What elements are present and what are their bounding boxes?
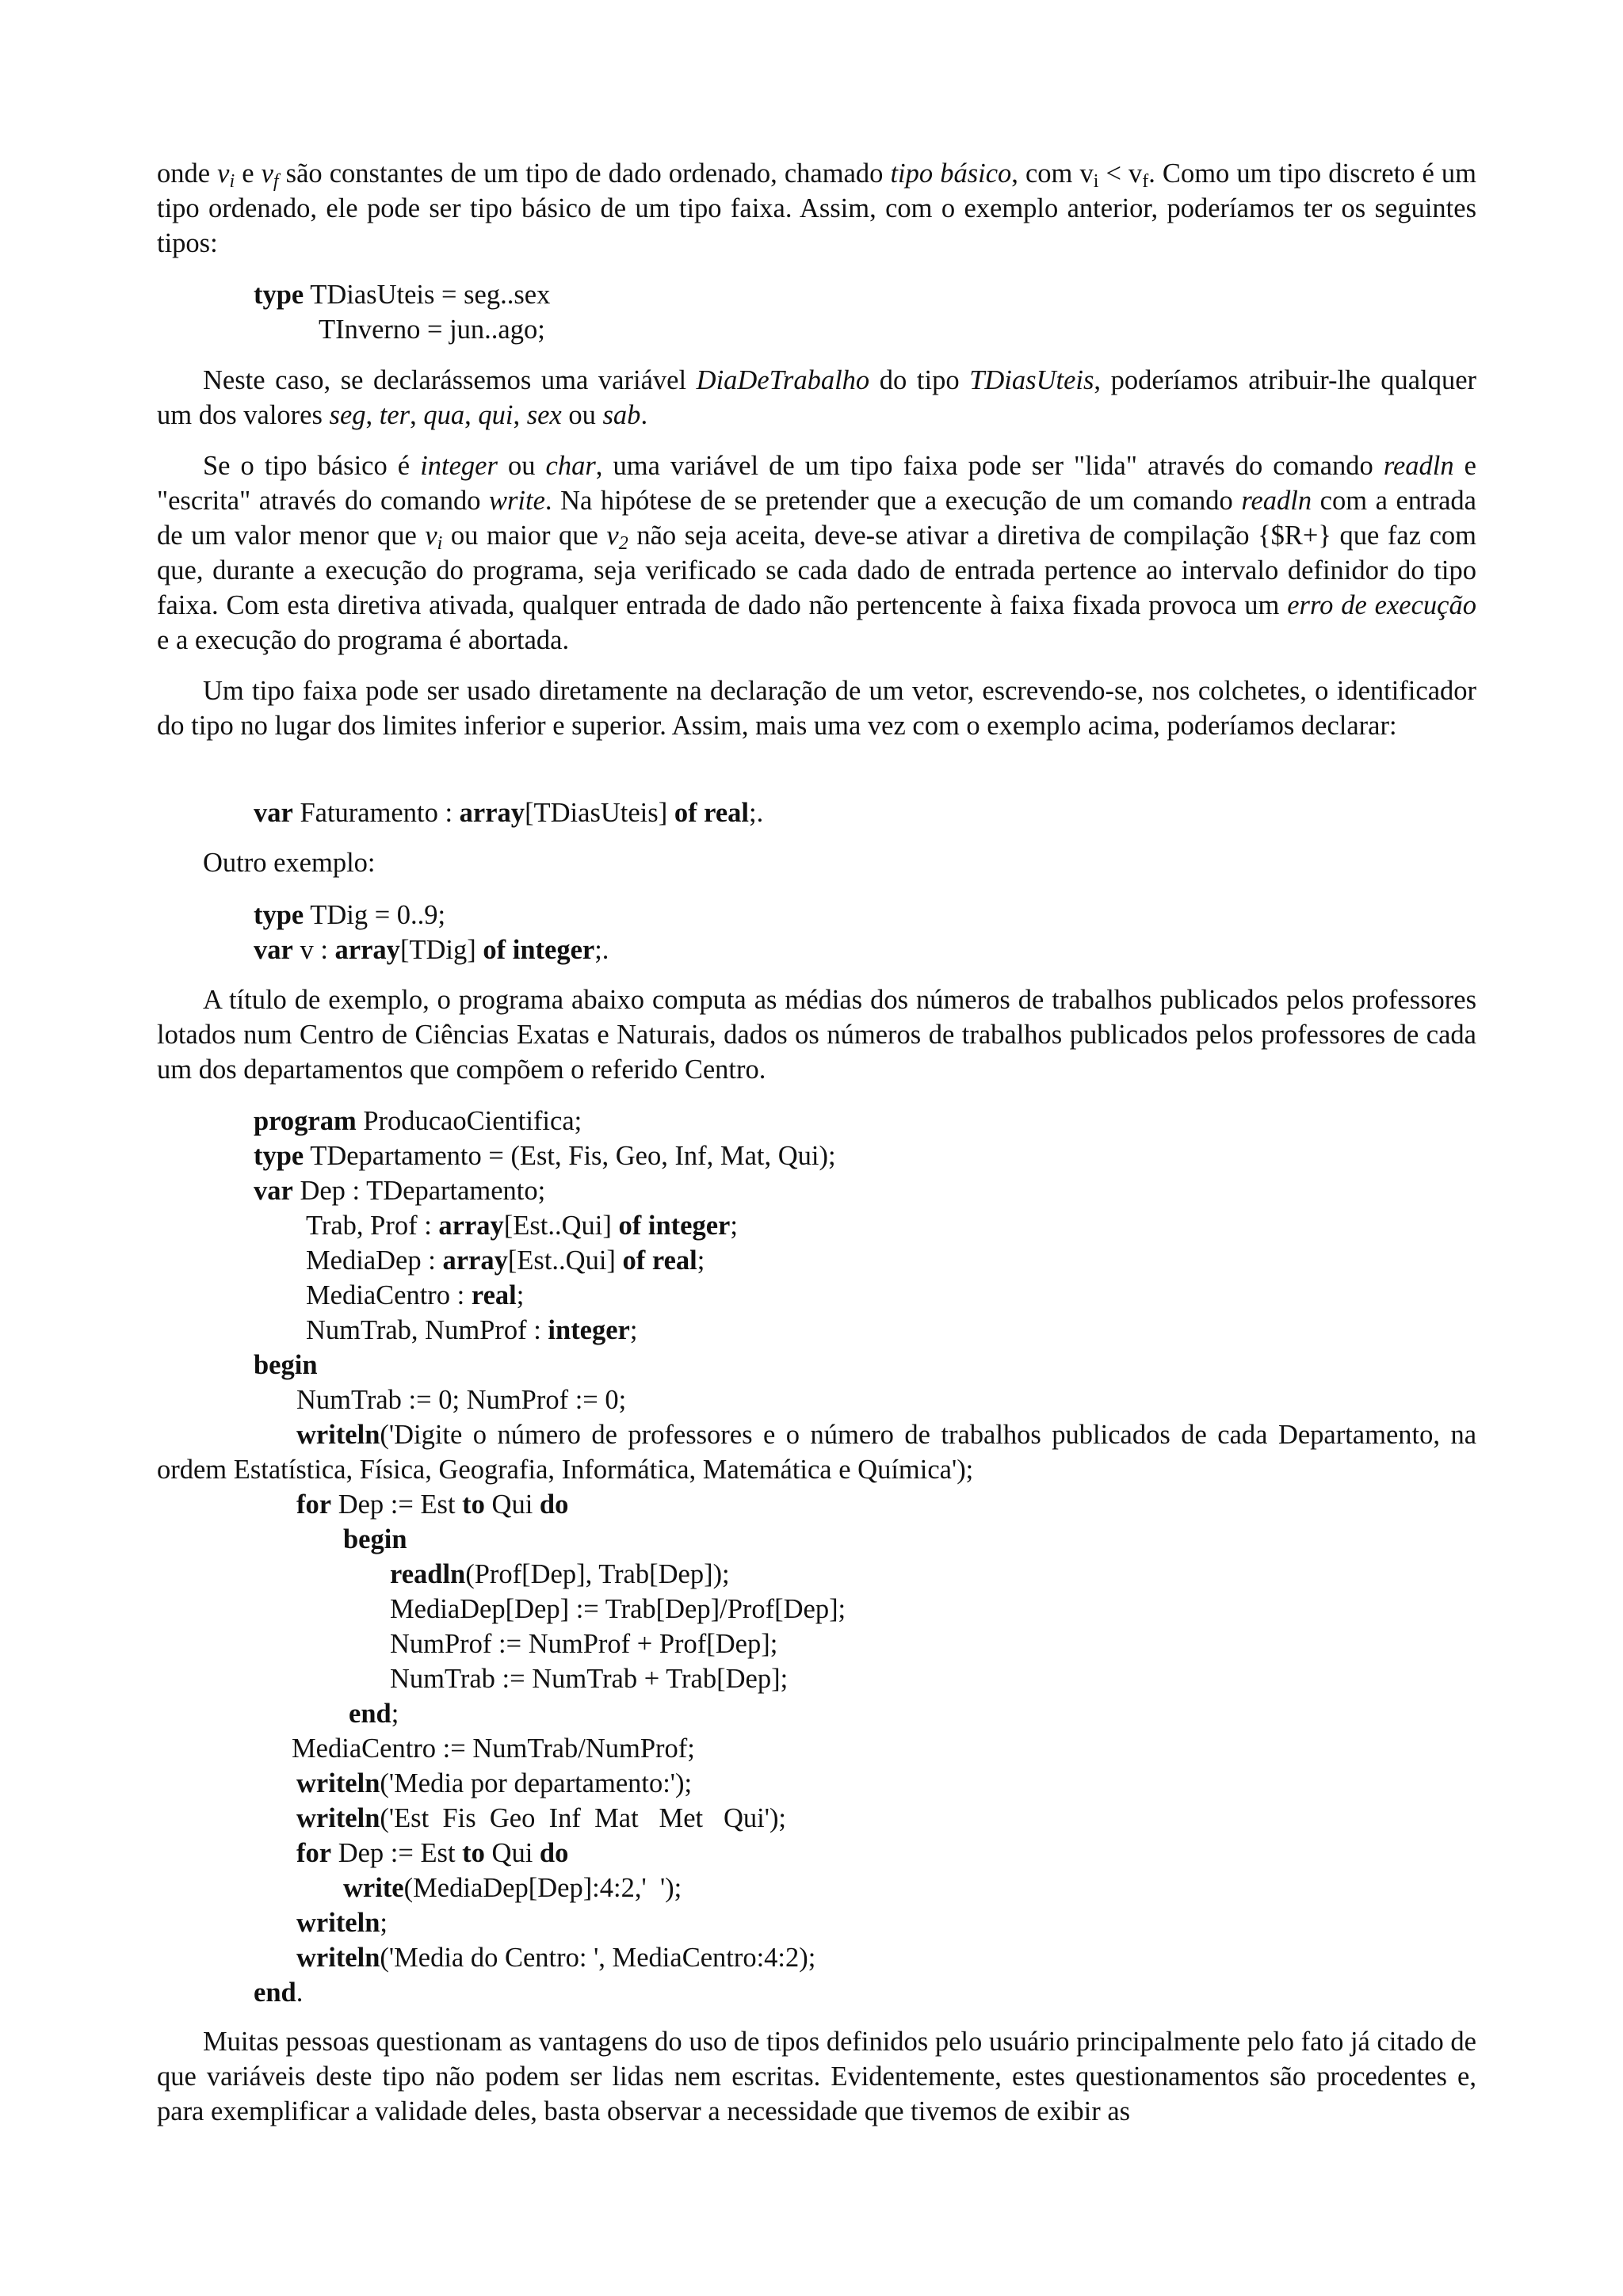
code-text: TDig = 0..9; [304,900,446,930]
command-name: write [489,486,545,516]
code-line [254,1348,318,1383]
text-span: Neste caso, se declarássemos uma variável [203,365,697,395]
code-text: ('Est Fis Geo Inf Mat Met Qui'); [380,1803,787,1833]
command-name: readln [1383,451,1454,481]
value: sab [602,400,641,430]
code-text: ;. [749,798,764,828]
code-text: MediaCentro : [306,1280,472,1310]
code-text: ; [380,1908,388,1938]
keyword: real [471,1280,517,1310]
code-text: TDiasUteis = seg..sex [304,280,551,310]
code-text: MediaCentro := NumTrab/NumProf; [292,1733,695,1764]
paragraph-example-variable: Neste caso, se declarássemos uma variável DiaDeTrabalho do tipo TDiasUteis, poderíamos atribuir-lhe qualquer um dos valores seg, ter, qua, qui, sex ou sab. [157,365,1477,430]
code-line [390,1627,777,1661]
code-text: NumTrab := 0; NumProf := 0; [296,1385,627,1415]
code-text: ; [730,1211,738,1241]
code-text: . [296,1978,304,2008]
text-span: onde [157,158,218,189]
paragraph-array-range: Um tipo faixa pode ser usado diretamente na declaração de um vetor, escrevendo-se, nos colchetes, o identificador do tipo no lugar dos limites inferior e superior. Assim, mais uma vez com o exemplo acima, poderíamos declarar: [157,676,1476,741]
value: qui [478,400,514,430]
term-erro-execucao: erro de execução [1287,590,1476,620]
code-text: (MediaDep[Dep]:4:2,' '); [403,1873,682,1903]
code-line [254,1975,303,2010]
var-vi: v [217,158,230,189]
code-line [296,1383,626,1417]
code-line [254,1138,836,1173]
code-text: [TDiasUteis] [525,798,674,828]
text-span: ou [497,451,546,481]
text-span: , uma variável de um tipo faixa pode ser "lida" através do comando [595,451,1384,481]
code-text: [Est..Qui] [503,1211,619,1241]
text-span: são constantes de um tipo de dado ordenado, chamado [278,158,891,189]
keyword: array [442,1245,508,1276]
code-line [390,1557,730,1592]
code-line [296,1940,815,1975]
keyword: writeln [296,1803,380,1833]
text-span: . [640,400,648,430]
code-text: MediaDep : [306,1245,443,1276]
keyword: of real [674,798,750,828]
var-vi: v [425,521,437,551]
code-line [254,933,609,967]
code-text: [TDig] [399,935,483,965]
type-name: char [545,451,596,481]
code-text: Trab, Prof : [306,1211,439,1241]
code-wrapped-statement [157,1417,1476,1487]
paragraph-user-types-discussion: Muitas pessoas questionam as vantagens do uso de tipos definidos pelo usuário principalmente pelo fato já citado de que variáveis deste tipo não podem ser lidas nem escritas. Evidentemente, estes questionamentos são procedentes e, para exemplificar a validade deles, basta observar a necessidade que tivemos de exibir as [157,2027,1476,2126]
keyword: writeln [296,1420,380,1450]
keyword: var [254,798,293,828]
var-vi-subscript: i [229,171,235,192]
code-line [296,1487,568,1522]
code-text: Faturamento : [292,798,460,828]
type-name: integer [420,451,498,481]
text-span: ou [561,400,603,430]
keyword: do [539,1838,569,1868]
code-text: ; [697,1245,705,1276]
code-text: Qui [484,1838,540,1868]
keyword: readln [390,1559,466,1589]
text-span: e [235,158,262,189]
code-line [254,898,445,933]
code-line [296,1766,692,1801]
keyword: array [459,798,525,828]
code-line [296,1905,388,1940]
code-line [306,1243,705,1278]
command-name: readln [1241,486,1312,516]
paragraph-range-type-intro [157,156,1476,261]
keyword: end [254,1978,296,2008]
keyword: array [334,935,400,965]
keyword: begin [343,1524,407,1554]
keyword: of real [622,1245,697,1276]
code-line [296,1836,568,1871]
code-line [254,1104,582,1138]
keyword: write [343,1873,404,1903]
text-span: . Como um tipo discreto é um tipo ordenado, ele pode ser tipo básico de um tipo faixa. Assim, com o exemplo anterior, poderíamos ter os seguintes tipos: [157,158,1476,258]
var-vf-subscript: f [273,171,279,192]
keyword: writeln [296,1908,380,1938]
text-span: e a execução do programa é abortada. [157,625,570,655]
code-text: ('Digite o número de professores e o número de trabalhos publicados de cada [380,1420,1268,1450]
keyword: type [254,900,304,930]
keyword: type [254,280,304,310]
code-text: TInverno = jun..ago; [319,315,545,345]
code-line [254,795,763,830]
text-span: não seja aceita, deve-se ativar a diretiva de compilação {$R+} que faz com que, durante a execução do programa, seja verificado se cada dado de entrada pertence ao intervalo definidor do tipo faixa. Com esta diretiva ativada, qualquer entrada de dado não pertencente à faixa fixada provoca um [157,521,1476,620]
term-tipo-basico: tipo básico [890,158,1012,189]
keyword: writeln [296,1943,380,1973]
text-span: com a entrada de um valor menor que [157,486,1476,551]
code-text: v : [292,935,335,965]
keyword: end [349,1699,391,1729]
keyword: of integer [618,1211,731,1241]
subscript: i [1093,171,1099,192]
value: seg [329,400,366,430]
text-span: do tipo [869,365,970,395]
keyword: to [462,1838,485,1868]
keyword: for [296,1489,332,1520]
var-v2-subscript: 2 [618,533,628,554]
code-text: ; [516,1280,525,1310]
code-line [343,1522,407,1557]
code-text: ; [629,1315,638,1345]
keyword: do [539,1489,569,1520]
code-text: MediaDep[Dep] := Trab[Dep]/Prof[Dep]; [390,1594,846,1624]
code-text: ; [391,1699,399,1729]
code-text: NumTrab, NumProf : [306,1315,548,1345]
paragraph-read-write-range [157,448,1476,658]
text-span: , poderíamos atribuir-lhe qualquer um dos valores [157,365,1477,430]
code-text: (Prof[Dep], Trab[Dep]); [465,1559,730,1589]
keyword: for [296,1838,332,1868]
text-span: , com v [1011,158,1094,189]
value: ter [379,400,411,430]
text-span: . Na hipótese de se pretender que a execução de um comando [544,486,1242,516]
code-text: ('Media por departamento:'); [380,1768,693,1798]
code-line [254,277,550,312]
code-text: ;. [594,935,609,965]
code-line [306,1208,738,1243]
code-text: Dep := Est [331,1489,463,1520]
identifier: DiaDeTrabalho [696,365,870,395]
keyword: to [462,1489,485,1520]
value: sex [526,400,562,430]
var-vi-subscript: i [437,533,443,554]
code-line [292,1731,695,1766]
subscript: f [1142,171,1149,192]
keyword: array [438,1211,504,1241]
code-line [390,1661,788,1696]
code-line [296,1801,786,1836]
keyword: writeln [296,1768,380,1798]
var-vf: v [261,158,273,189]
text-span: e "escrita" através do comando [157,451,1476,516]
keyword: type [254,1141,304,1171]
code-text: Dep := Est [331,1838,463,1868]
code-text: NumTrab := NumTrab + Trab[Dep]; [390,1664,789,1694]
keyword: var [254,1176,293,1206]
text-span: ou maior que [442,521,607,551]
keyword: var [254,935,293,965]
keyword: program [254,1106,357,1136]
code-line [343,1871,682,1905]
code-line [390,1592,846,1627]
paragraph-another-example: Outro exemplo: [203,848,376,878]
keyword: of integer [483,935,595,965]
code-line [306,1278,524,1313]
code-text: Departamento, na ordem Estatística, Física, Geografia, Informática, Matemática e Química'); [157,1420,1477,1485]
code-line [319,312,545,347]
code-text: Qui [484,1489,540,1520]
code-text: Dep : TDepartamento; [292,1176,546,1206]
code-text: ProducaoCientifica; [356,1106,582,1136]
code-line [306,1313,637,1348]
text-span: < v [1098,158,1143,189]
code-text: ('Media do Centro: ', MediaCentro:4:2); [380,1943,816,1973]
code-text: [Est..Qui] [507,1245,623,1276]
code-text: TDepartamento = (Est, Fis, Geo, Inf, Mat, Qui); [304,1141,836,1171]
value: qua [423,400,465,430]
code-line [254,1173,545,1208]
text-span: Se o tipo básico é [203,451,421,481]
code-line [349,1696,399,1731]
identifier: TDiasUteis [969,365,1094,395]
keyword: begin [254,1350,318,1380]
paragraph-program-intro: A título de exemplo, o programa abaixo computa as médias dos números de trabalhos publicados pelos professores lotados num Centro de Ciências Exatas e Naturais, dados os números de trabalhos publicados pelos professores de cada um dos departamentos que compõem o referido Centro. [157,985,1476,1085]
keyword: integer [548,1315,630,1345]
var-v2: v [606,521,619,551]
code-text: NumProf := NumProf + Prof[Dep]; [390,1629,778,1659]
